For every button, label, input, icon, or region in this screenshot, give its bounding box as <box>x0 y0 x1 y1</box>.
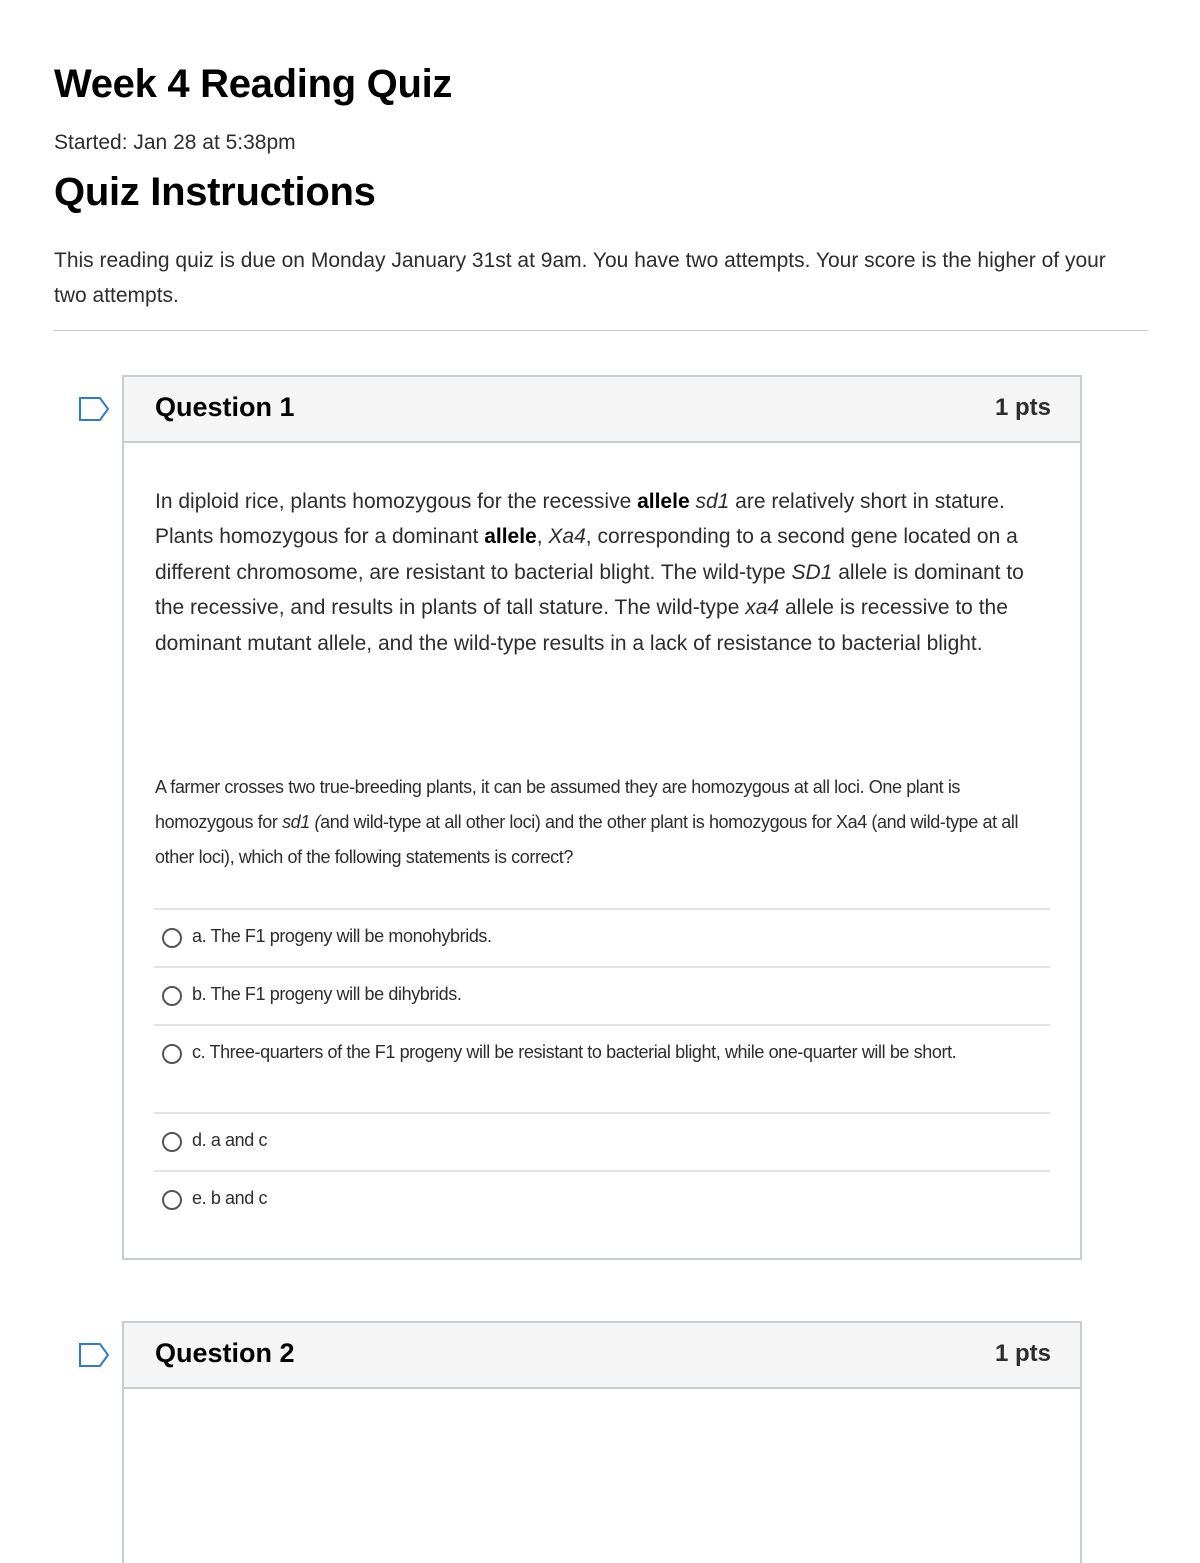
answer-label: c. Three-quarters of the F1 progeny will be resistant to bacterial blight, while one-quarter will be short. <box>192 1042 957 1062</box>
flag-question-2-icon[interactable] <box>78 1342 110 1368</box>
question-1-header <box>124 377 1080 443</box>
header-divider <box>54 330 1148 331</box>
flag-question-1-icon[interactable] <box>78 396 110 422</box>
stem-bold-term: allele <box>484 525 537 549</box>
stem-text: A farmer crosses two true-breeding plants, it can be assumed they are homozygous at all loci. One plant is homozygous for <box>155 777 961 832</box>
stem-gene-name: SD1 <box>791 560 833 584</box>
stem-text: In diploid rice, plants homozygous for the recessive <box>155 490 638 513</box>
answer-label: b. The F1 progeny will be dihybrids. <box>192 984 462 1004</box>
answer-label: e. b and c <box>192 1188 268 1208</box>
answer-label: d. a and c <box>192 1130 268 1150</box>
page-title: Week 4 Reading Quiz <box>54 62 453 106</box>
stem-text: allele is recessive to the dominant mutant allele, and the wild-type results in a lack of resistance to bacterial blight. <box>155 596 1008 655</box>
question-1-card <box>122 375 1082 1260</box>
question-1-title: Question 1 <box>155 392 295 422</box>
instructions-text: This reading quiz is due on Monday January 31st at 9am. You have two attempts. Your score is the higher of your two attempts. <box>54 249 1106 307</box>
answer-label: a. The F1 progeny will be monohybrids. <box>192 926 492 946</box>
answer-option-e[interactable] <box>154 1170 1050 1228</box>
radio-button[interactable] <box>162 1190 182 1210</box>
question-2-card <box>122 1321 1082 1563</box>
question-2-points: 1 pts <box>994 1340 1051 1367</box>
answer-option-a[interactable] <box>154 908 1050 966</box>
question-2-title: Question 2 <box>155 1338 295 1368</box>
answer-option-b[interactable] <box>154 966 1050 1024</box>
stem-text: are relatively short in stature. Plants homozygous for a dominant <box>155 490 1005 549</box>
stem-gene-name: xa4 <box>745 596 780 620</box>
stem-text: , <box>536 525 549 549</box>
radio-button[interactable] <box>162 1044 182 1064</box>
stem-text: allele is dominant to the recessive, and results in plants of tall stature. The wild-type <box>155 560 1024 620</box>
radio-button[interactable] <box>162 1132 182 1152</box>
stem-gene-name: Xa4 <box>548 525 586 549</box>
question-1-stem-paragraph-1 <box>155 484 1045 661</box>
radio-button[interactable] <box>162 928 182 948</box>
answer-option-c[interactable] <box>154 1024 1050 1112</box>
stem-gene-name: sd1 ( <box>282 812 321 832</box>
stem-gene-name: sd1 <box>695 490 730 513</box>
stem-text: , corresponding to a second gene located on a different chromosome, are resistant to bacterial blight. The wild-type <box>155 525 1018 584</box>
stem-text: and wild-type at all other loci) and the other plant is homozygous for Xa4 (and wild-type at all other loci), which of the following statements is correct? <box>155 812 1019 867</box>
question-1-stem-paragraph-2 <box>155 770 1055 875</box>
stem-bold-term: allele <box>637 490 690 513</box>
started-timestamp: Started: Jan 28 at 5:38pm <box>54 131 296 154</box>
radio-button[interactable] <box>162 986 182 1006</box>
instructions-heading: Quiz Instructions <box>54 170 376 214</box>
question-2-header <box>124 1323 1080 1389</box>
answer-option-d[interactable] <box>154 1112 1050 1170</box>
question-1-answers <box>154 908 1050 1228</box>
question-1-points: 1 pts <box>994 394 1051 421</box>
